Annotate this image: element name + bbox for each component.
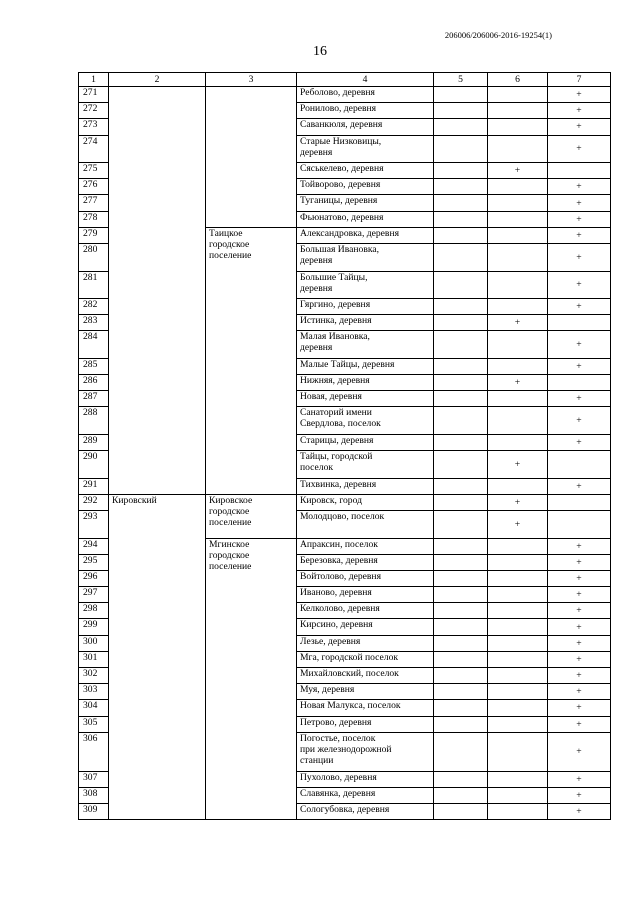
locality-name: Кировск, город (297, 494, 434, 510)
locality-name: Славянка, деревня (297, 787, 434, 803)
locality-name: Большие Тайцы, деревня (297, 271, 434, 299)
row-number: 305 (79, 716, 109, 732)
col5-cell (434, 716, 488, 732)
col6-mark (488, 331, 548, 359)
row-number: 285 (79, 358, 109, 374)
locality-name: Тойворово, деревня (297, 179, 434, 195)
col6-mark (488, 407, 548, 435)
locality-name: Санаторий имени Свердлова, поселок (297, 407, 434, 435)
col7-mark: + (548, 195, 611, 211)
row-number: 279 (79, 227, 109, 243)
col5-cell (434, 87, 488, 103)
col7-mark: + (548, 331, 611, 359)
col5-cell (434, 195, 488, 211)
locality-name: Мга, городской поселок (297, 651, 434, 667)
row-number: 289 (79, 434, 109, 450)
col7-mark: + (548, 271, 611, 299)
col6-mark (488, 103, 548, 119)
col6-mark (488, 732, 548, 771)
row-number: 297 (79, 587, 109, 603)
col7-mark: + (548, 87, 611, 103)
row-number: 302 (79, 668, 109, 684)
header-col-5: 5 (434, 73, 488, 87)
col5-cell (434, 358, 488, 374)
table-row (79, 87, 611, 103)
row-number: 282 (79, 299, 109, 315)
row-number: 309 (79, 803, 109, 819)
col6-mark (488, 587, 548, 603)
col5-cell (434, 315, 488, 331)
locality-name: Лезье, деревня (297, 635, 434, 651)
col6-mark (488, 554, 548, 570)
header-col-4: 4 (297, 73, 434, 87)
locality-name: Молодцово, поселок (297, 511, 434, 539)
locality-name: Иваново, деревня (297, 587, 434, 603)
col5-cell (434, 375, 488, 391)
row-number: 273 (79, 119, 109, 135)
col7-mark: + (548, 407, 611, 435)
col5-cell (434, 407, 488, 435)
document-id: 206006/206006-2016-19254(1) (444, 30, 552, 40)
locality-name: Апраксин, поселок (297, 538, 434, 554)
col5-cell (434, 570, 488, 586)
col5-cell (434, 603, 488, 619)
col6-mark (488, 635, 548, 651)
col6-mark (488, 434, 548, 450)
locality-name: Малые Тайцы, деревня (297, 358, 434, 374)
row-number: 292 (79, 494, 109, 510)
locality-name: Большая Ивановка, деревня (297, 244, 434, 272)
settlement-cell: Кировское городское поселение (206, 494, 297, 538)
col5-cell (434, 684, 488, 700)
col6-mark (488, 700, 548, 716)
locality-name: Петрово, деревня (297, 716, 434, 732)
row-number: 294 (79, 538, 109, 554)
col6-mark (488, 195, 548, 211)
col7-mark: + (548, 103, 611, 119)
col6-mark: + (488, 315, 548, 331)
col5-cell (434, 434, 488, 450)
col5-cell (434, 179, 488, 195)
col7-mark: + (548, 587, 611, 603)
row-number: 287 (79, 391, 109, 407)
col6-mark (488, 619, 548, 635)
row-number: 272 (79, 103, 109, 119)
col6-mark (488, 391, 548, 407)
locality-name: Кирсино, деревня (297, 619, 434, 635)
row-number: 290 (79, 451, 109, 479)
col6-mark (488, 771, 548, 787)
col7-mark: + (548, 570, 611, 586)
locality-name: Саванкюля, деревня (297, 119, 434, 135)
header-col-1: 1 (79, 73, 109, 87)
locality-name: Муя, деревня (297, 684, 434, 700)
col5-cell (434, 299, 488, 315)
col7-mark: + (548, 732, 611, 771)
col5-cell (434, 271, 488, 299)
col5-cell (434, 635, 488, 651)
locality-name: Сологубовка, деревня (297, 803, 434, 819)
col5-cell (434, 803, 488, 819)
col6-mark (488, 787, 548, 803)
col6-mark: + (488, 451, 548, 479)
row-number: 291 (79, 478, 109, 494)
col7-mark: + (548, 119, 611, 135)
locality-name: Михайловский, поселок (297, 668, 434, 684)
row-number: 295 (79, 554, 109, 570)
col7-mark (548, 315, 611, 331)
col5-cell (434, 119, 488, 135)
col6-mark (488, 538, 548, 554)
table-row (79, 494, 611, 510)
col7-mark: + (548, 668, 611, 684)
col6-mark: + (488, 511, 548, 539)
col7-mark (548, 375, 611, 391)
row-number: 278 (79, 211, 109, 227)
col6-mark: + (488, 375, 548, 391)
row-number: 275 (79, 163, 109, 179)
row-number: 303 (79, 684, 109, 700)
col5-cell (434, 227, 488, 243)
col7-mark: + (548, 700, 611, 716)
locality-name: Сяськелево, деревня (297, 163, 434, 179)
col6-mark (488, 211, 548, 227)
settlement-cell (206, 87, 297, 228)
col5-cell (434, 700, 488, 716)
col6-mark (488, 651, 548, 667)
locality-name: Гяргино, деревня (297, 299, 434, 315)
col5-cell (434, 331, 488, 359)
row-number: 304 (79, 700, 109, 716)
col5-cell (434, 587, 488, 603)
col6-mark (488, 603, 548, 619)
col6-mark (488, 179, 548, 195)
locality-name: Новая Малукса, поселок (297, 700, 434, 716)
col5-cell (434, 103, 488, 119)
col5-cell (434, 538, 488, 554)
col7-mark: + (548, 635, 611, 651)
col6-mark (488, 803, 548, 819)
col7-mark (548, 163, 611, 179)
header-col-7: 7 (548, 73, 611, 87)
locality-name: Ронилово, деревня (297, 103, 434, 119)
header-row (79, 73, 611, 87)
col5-cell (434, 651, 488, 667)
col5-cell (434, 554, 488, 570)
col7-mark: + (548, 771, 611, 787)
row-number: 271 (79, 87, 109, 103)
row-number: 307 (79, 771, 109, 787)
col7-mark: + (548, 619, 611, 635)
col5-cell (434, 494, 488, 510)
col6-mark (488, 244, 548, 272)
col7-mark: + (548, 803, 611, 819)
col6-mark (488, 478, 548, 494)
locality-name: Войтолово, деревня (297, 570, 434, 586)
locality-name: Погостье, поселок при железнодорожной станции (297, 732, 434, 771)
header-col-2: 2 (109, 73, 206, 87)
header-col-3: 3 (206, 73, 297, 87)
col7-mark: + (548, 358, 611, 374)
row-number: 276 (79, 179, 109, 195)
col5-cell (434, 391, 488, 407)
row-number: 274 (79, 135, 109, 163)
row-number: 298 (79, 603, 109, 619)
col5-cell (434, 478, 488, 494)
col6-mark (488, 271, 548, 299)
col5-cell (434, 244, 488, 272)
row-number: 308 (79, 787, 109, 803)
col5-cell (434, 771, 488, 787)
col5-cell (434, 451, 488, 479)
col7-mark: + (548, 211, 611, 227)
col5-cell (434, 511, 488, 539)
col7-mark: + (548, 135, 611, 163)
col7-mark (548, 511, 611, 539)
col7-mark: + (548, 787, 611, 803)
col5-cell (434, 163, 488, 179)
row-number: 277 (79, 195, 109, 211)
col7-mark: + (548, 179, 611, 195)
row-number: 281 (79, 271, 109, 299)
row-number: 293 (79, 511, 109, 539)
col7-mark (548, 494, 611, 510)
col7-mark: + (548, 603, 611, 619)
row-number: 288 (79, 407, 109, 435)
locality-name: Малая Ивановка, деревня (297, 331, 434, 359)
row-number: 306 (79, 732, 109, 771)
locality-name: Новая, деревня (297, 391, 434, 407)
locality-name: Березовка, деревня (297, 554, 434, 570)
locality-name: Туганицы, деревня (297, 195, 434, 211)
district-cell: Кировский (109, 494, 206, 819)
col5-cell (434, 211, 488, 227)
col5-cell (434, 619, 488, 635)
col7-mark: + (548, 391, 611, 407)
locality-name: Реболово, деревня (297, 87, 434, 103)
row-number: 296 (79, 570, 109, 586)
col6-mark (488, 668, 548, 684)
col7-mark: + (548, 684, 611, 700)
locality-name: Истинка, деревня (297, 315, 434, 331)
col6-mark (488, 684, 548, 700)
col7-mark: + (548, 478, 611, 494)
col6-mark (488, 570, 548, 586)
col6-mark: + (488, 163, 548, 179)
col7-mark: + (548, 434, 611, 450)
col5-cell (434, 668, 488, 684)
page-number: 16 (313, 44, 327, 59)
locality-name: Келколово, деревня (297, 603, 434, 619)
col7-mark: + (548, 538, 611, 554)
col6-mark (488, 299, 548, 315)
col6-mark (488, 358, 548, 374)
row-number: 280 (79, 244, 109, 272)
col5-cell (434, 787, 488, 803)
settlements-table (78, 72, 611, 820)
locality-name: Тихвинка, деревня (297, 478, 434, 494)
col6-mark (488, 716, 548, 732)
col6-mark (488, 119, 548, 135)
col7-mark: + (548, 716, 611, 732)
col7-mark (548, 451, 611, 479)
col6-mark (488, 227, 548, 243)
col6-mark (488, 87, 548, 103)
col5-cell (434, 135, 488, 163)
locality-name: Старицы, деревня (297, 434, 434, 450)
locality-name: Фьюнатово, деревня (297, 211, 434, 227)
col7-mark: + (548, 244, 611, 272)
row-number: 286 (79, 375, 109, 391)
locality-name: Старые Низковицы, деревня (297, 135, 434, 163)
locality-name: Пухолово, деревня (297, 771, 434, 787)
col5-cell (434, 732, 488, 771)
settlement-cell: Мгинское городское поселение (206, 538, 297, 820)
locality-name: Тайцы, городской поселок (297, 451, 434, 479)
col6-mark: + (488, 494, 548, 510)
locality-name: Александровка, деревня (297, 227, 434, 243)
col7-mark: + (548, 651, 611, 667)
row-number: 283 (79, 315, 109, 331)
settlement-cell: Таицкое городское поселение (206, 227, 297, 494)
row-number: 301 (79, 651, 109, 667)
row-number: 299 (79, 619, 109, 635)
locality-name: Нижняя, деревня (297, 375, 434, 391)
col6-mark (488, 135, 548, 163)
row-number: 300 (79, 635, 109, 651)
header-col-6: 6 (488, 73, 548, 87)
col7-mark: + (548, 227, 611, 243)
row-number: 284 (79, 331, 109, 359)
district-cell (109, 87, 206, 495)
col7-mark: + (548, 299, 611, 315)
col7-mark: + (548, 554, 611, 570)
